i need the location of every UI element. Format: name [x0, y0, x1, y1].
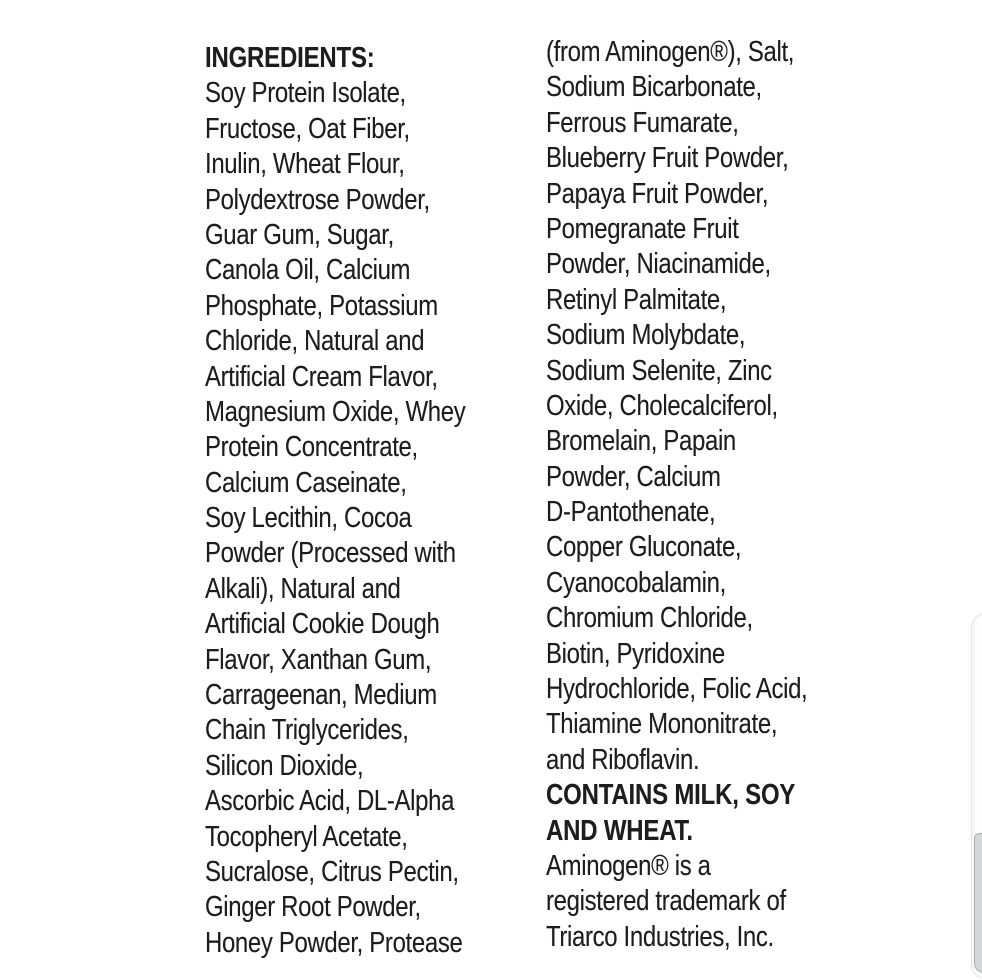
ingredient-line: Sodium Selenite, Zinc — [546, 354, 772, 387]
ingredient-line: Powder, Niacinamide, — [546, 248, 771, 281]
ingredient-line: Chromium Chloride, — [546, 602, 753, 635]
ingredient-line-bold: CONTAINS MILK, SOY — [546, 779, 796, 812]
ingredients-column-right — [546, 35, 807, 955]
ingredient-line: Polydextrose Powder, — [205, 183, 430, 216]
ingredient-line: Retinyl Palmitate, — [546, 283, 727, 316]
ingredient-line: Calcium Caseinate, — [205, 466, 407, 499]
ingredient-line: Silicon Dioxide, — [205, 749, 364, 782]
ingredient-line: Sodium Bicarbonate, — [546, 71, 762, 104]
ingredient-line: Soy Lecithin, Cocoa — [205, 502, 412, 535]
ingredient-line: Copper Gluconate, — [546, 531, 742, 564]
ingredient-line: and Riboflavin. — [546, 743, 700, 776]
ingredient-line: Chloride, Natural and — [205, 325, 425, 358]
ingredient-line: Sodium Molybdate, — [546, 319, 746, 352]
ingredient-line: Artificial Cream Flavor, — [205, 360, 438, 393]
ingredient-line: Powder, Calcium — [546, 460, 721, 493]
ingredient-line: Cyanocobalamin, — [546, 566, 726, 599]
ingredient-line: Aminogen® is a — [546, 849, 711, 882]
ingredient-line: Bromelain, Papain — [546, 425, 736, 458]
ingredient-line: Artificial Cookie Dough — [205, 608, 440, 641]
ingredient-line: Blueberry Fruit Powder, — [546, 142, 789, 175]
ingredient-line: Ginger Root Powder, — [205, 891, 421, 924]
adjacent-panel-section — [974, 833, 982, 973]
ingredient-line: Biotin, Pyridoxine — [546, 637, 725, 670]
ingredient-line: Tocopheryl Acetate, — [205, 820, 408, 853]
ingredient-line: Thiamine Mononitrate, — [546, 708, 778, 741]
ingredients-column-left — [205, 41, 465, 961]
ingredient-line: Ferrous Fumarate, — [546, 106, 739, 139]
ingredient-line: D-Pantothenate, — [546, 496, 716, 529]
ingredient-line: Papaya Fruit Powder, — [546, 177, 769, 210]
ingredient-line: Oxide, Cholecalciferol, — [546, 389, 778, 422]
ingredient-line: Soy Protein Isolate, — [205, 77, 406, 110]
ingredient-line: Powder (Processed with — [205, 537, 456, 570]
ingredient-line: Sucralose, Citrus Pectin, — [205, 855, 459, 888]
ingredient-line: Chain Triglycerides, — [205, 714, 409, 747]
ingredient-line: Fructose, Oat Fiber, — [205, 112, 410, 145]
ingredient-line: Pomegranate Fruit — [546, 212, 739, 245]
ingredient-line: Hydrochloride, Folic Acid, — [546, 673, 808, 706]
ingredient-line: registered trademark of — [546, 885, 786, 918]
ingredient-line: Guar Gum, Sugar, — [205, 218, 394, 251]
ingredient-line: Carrageenan, Medium — [205, 679, 437, 712]
ingredient-line: Protein Concentrate, — [205, 431, 418, 464]
ingredient-line: (from Aminogen®), Salt, — [546, 36, 795, 68]
ingredient-line: Triarco Industries, Inc. — [546, 920, 774, 953]
ingredient-line: Canola Oil, Calcium — [205, 254, 411, 287]
ingredient-line: Phosphate, Potassium — [205, 289, 438, 322]
ingredient-line: Honey Powder, Protease — [205, 926, 463, 959]
ingredient-line: Ascorbic Acid, DL-Alpha — [205, 785, 455, 818]
ingredient-line: Magnesium Oxide, Whey — [205, 395, 466, 428]
ingredient-line-bold: INGREDIENTS: — [205, 42, 375, 74]
ingredient-line-bold: AND WHEAT. — [546, 814, 693, 847]
ingredient-line: Flavor, Xanthan Gum, — [205, 643, 432, 676]
ingredient-line: Alkali), Natural and — [205, 572, 401, 605]
ingredient-line: Inulin, Wheat Flour, — [205, 148, 405, 181]
